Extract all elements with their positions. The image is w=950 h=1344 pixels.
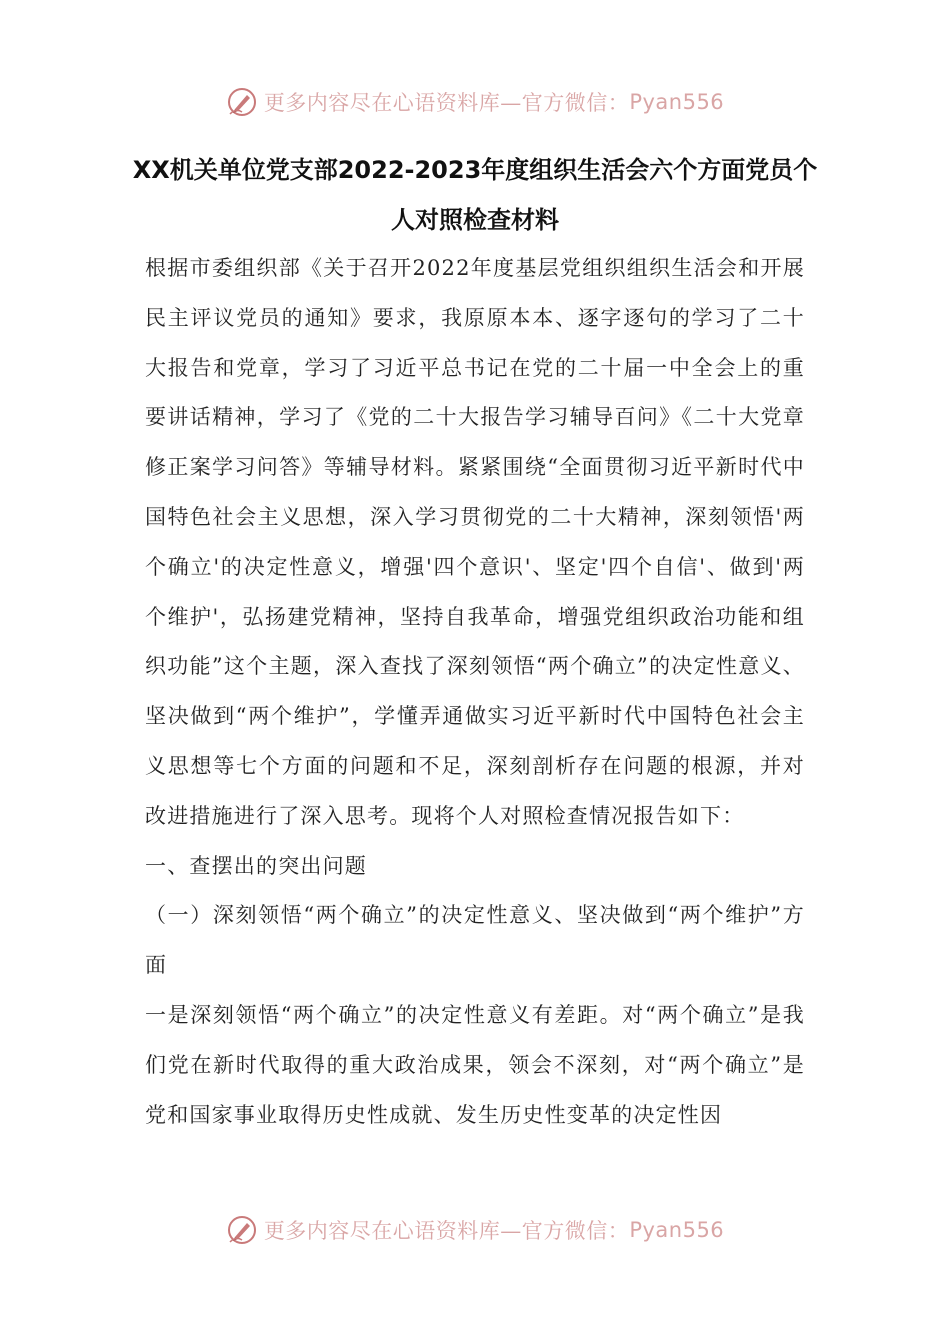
document-title: XX机关单位党支部2022-2023年度组织生活会六个方面党员个人对照检查材料 xyxy=(132,156,818,234)
body-paragraph: 一是深刻领悟“两个确立”的决定性意义有差距。对“两个确立”是我们党在新时代取得的重大政治成果，领会不深刻，对“两个确立”是党和国家事业取得历史性成就、发生历史性变革的决定性因 xyxy=(145,1002,805,1127)
watermark-text: 更多内容尽在心语资料库—官方微信： xyxy=(263,1219,630,1243)
watermark-contact: Pyan556 xyxy=(629,1218,725,1242)
subsection-heading: （一）深刻领悟“两个确立”的决定性意义、坚决做到“两个维护”方面 xyxy=(145,903,805,978)
document-body xyxy=(145,244,805,1140)
watermark-footer xyxy=(0,1210,950,1250)
watermark-text: 更多内容尽在心语资料库—官方微信： xyxy=(263,91,630,115)
watermark-contact: Pyan556 xyxy=(629,90,725,114)
pen-logo-icon xyxy=(226,1214,258,1246)
watermark-header xyxy=(0,82,950,122)
pen-logo-icon xyxy=(226,86,258,118)
section-heading: 一、查摆出的突出问题 xyxy=(145,853,367,878)
intro-paragraph: 根据市委组织部《关于召开2022年度基层党组织组织生活会和开展民主评议党员的通知》要求，我原原本本、逐字逐句的学习了二十大报告和党章，学习了习近平总书记在党的二十届一中全会上的重要讲话精神，学习了《党的二十大报告学习辅导百问》《二十大党章修正案学习问答》等辅导材料。紧紧围绕“全面贯彻习近平新时代中国特色社会主义思想，深入学习贯彻党的二十大精神，深刻领悟'两个确立'的决定性意义，增强'四个意识'、坚定'四个自信'、做到'两个维护'，弘扬建党精神，坚持自我革命，增强党组织政治功能和组织功能”这个主题，深入查找了深刻领悟“两个确立”的决定性意义、坚决做到“两个维护”，学懂弄通做实习近平新时代中国特色社会主义思想等七个方面的问题和不足，深刻剖析存在问题的根源，并对改进措施进行了深入思考。现将个人对照检查情况报告如下： xyxy=(145,256,805,828)
